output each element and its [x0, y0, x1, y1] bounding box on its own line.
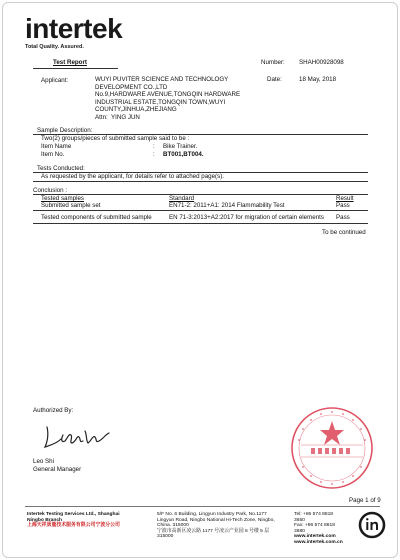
applicant-line-4: INDUSTRIAL ESTATE,TONGQIN TOWN,WUYI [95, 98, 226, 106]
sample-intro: Two(2) groups/pieces of submitted sample said to be : [41, 135, 190, 142]
footer-address-3: China. 315000 [157, 523, 189, 529]
conclusion-heading: Conclusion : [33, 187, 68, 194]
footer-tel-2: 3650 [294, 517, 305, 523]
intertek-in-logo-icon [358, 511, 386, 539]
footer-company-cn: 上海天祥质量技术服务有限公司宁波分公司 [27, 523, 120, 529]
footer-tel: Tel: +86 574 8818 [294, 512, 334, 517]
title-underline-rule [33, 68, 118, 69]
page-number: Page 1 of 9 [349, 497, 381, 504]
item-name-value: Bike Trainer. [163, 143, 198, 150]
row-1-result: Pass [336, 202, 350, 209]
footer-company: Intertek Testing Services Ltd., Shanghai [27, 512, 120, 517]
footer-address-1: 5/F No. 6 Building, Lingyun Industry Park, No.1177 [157, 512, 267, 517]
company-seal-stamp [289, 405, 375, 491]
logo-wordmark: intertek [25, 13, 123, 44]
item-no-value: BT001,BT004. [163, 150, 204, 158]
item-name-separator: : [153, 143, 155, 150]
row-1-standard: EN71-2: 2011+A1: 2014 Flammability Test [169, 202, 285, 209]
footer-fax-2: 3680 [294, 528, 305, 534]
logo-tagline: Total Quality. Assured. [25, 44, 84, 50]
footer-address-4: 宁波市高新区凌云路 1177 号凌云产业园 6 号楼 5 层 [157, 528, 270, 534]
report-page [2, 2, 398, 558]
attn-value: YING JUN [111, 113, 140, 121]
footer-address-2: Lingyun Road, Ningbo National Hi-Tech Zone, Ningbo, [157, 517, 275, 523]
row-1-rule [33, 210, 368, 211]
applicant-line-1: WUYI PUVITER SCIENCE AND TECHNOLOGY [95, 76, 229, 83]
item-no-label: Item No. [41, 150, 65, 158]
number-label: Number: [261, 59, 285, 66]
item-no-separator: : [153, 150, 155, 158]
tests-bottom-rule [33, 181, 368, 182]
footer-web-2: www.intertek.com.cn [294, 540, 343, 545]
applicant-line-3: No.9,HARDWARE AVENUE,TONGQIN HARDWARE [95, 91, 241, 98]
row-2-standard: EN 71-3:2013+A2:2017 for migration of certain elements [169, 214, 324, 221]
row-2-rule [33, 223, 368, 224]
row-1-sample: Submitted sample set [41, 202, 101, 209]
date-label: Date: [267, 76, 282, 83]
number-value: SHAH00928098 [299, 59, 344, 66]
col-tested-samples: Tested samples [41, 195, 84, 202]
row-2-result: Pass [336, 214, 350, 221]
sample-description-heading: Sample Description: [37, 127, 93, 134]
footer-branch: Ningbo Branch [27, 517, 63, 523]
item-name-label: Item Name [41, 143, 72, 150]
date-value: 18 May, 2018 [299, 76, 337, 83]
footer-fax: Fax: +86 574 8818 [294, 523, 335, 529]
applicant-line-5: COUNTY,JINHUA,ZHEJIANG [95, 106, 177, 113]
applicant-label: Applicant: [41, 77, 69, 84]
tests-conducted-text: As requested by the applicant, for details refer to attached page(s). [41, 173, 224, 180]
attn-label: Attn: [95, 113, 108, 121]
intertek-logo [25, 15, 122, 50]
footer-web-1: www.intertek.com [294, 534, 336, 540]
signature-image [39, 421, 119, 451]
col-standard: Standard [169, 195, 195, 202]
row-2-sample: Tested components of submitted sample [41, 214, 152, 221]
applicant-line-2: DEVELOPMENT CO.,LTD [95, 83, 168, 91]
footer-rule [25, 506, 380, 507]
tests-conducted-heading: Tests Conducted: [37, 165, 85, 172]
footer-address-5: 315000 [157, 534, 174, 540]
authorized-by-label: Authorized By: [33, 407, 74, 414]
to-be-continued: To be continued [322, 229, 366, 236]
signatory-title: General Manager [33, 465, 82, 473]
col-result: Result [336, 195, 354, 202]
signatory-name: Leo Shi [33, 458, 54, 465]
test-report-title: Test Report [53, 59, 87, 66]
